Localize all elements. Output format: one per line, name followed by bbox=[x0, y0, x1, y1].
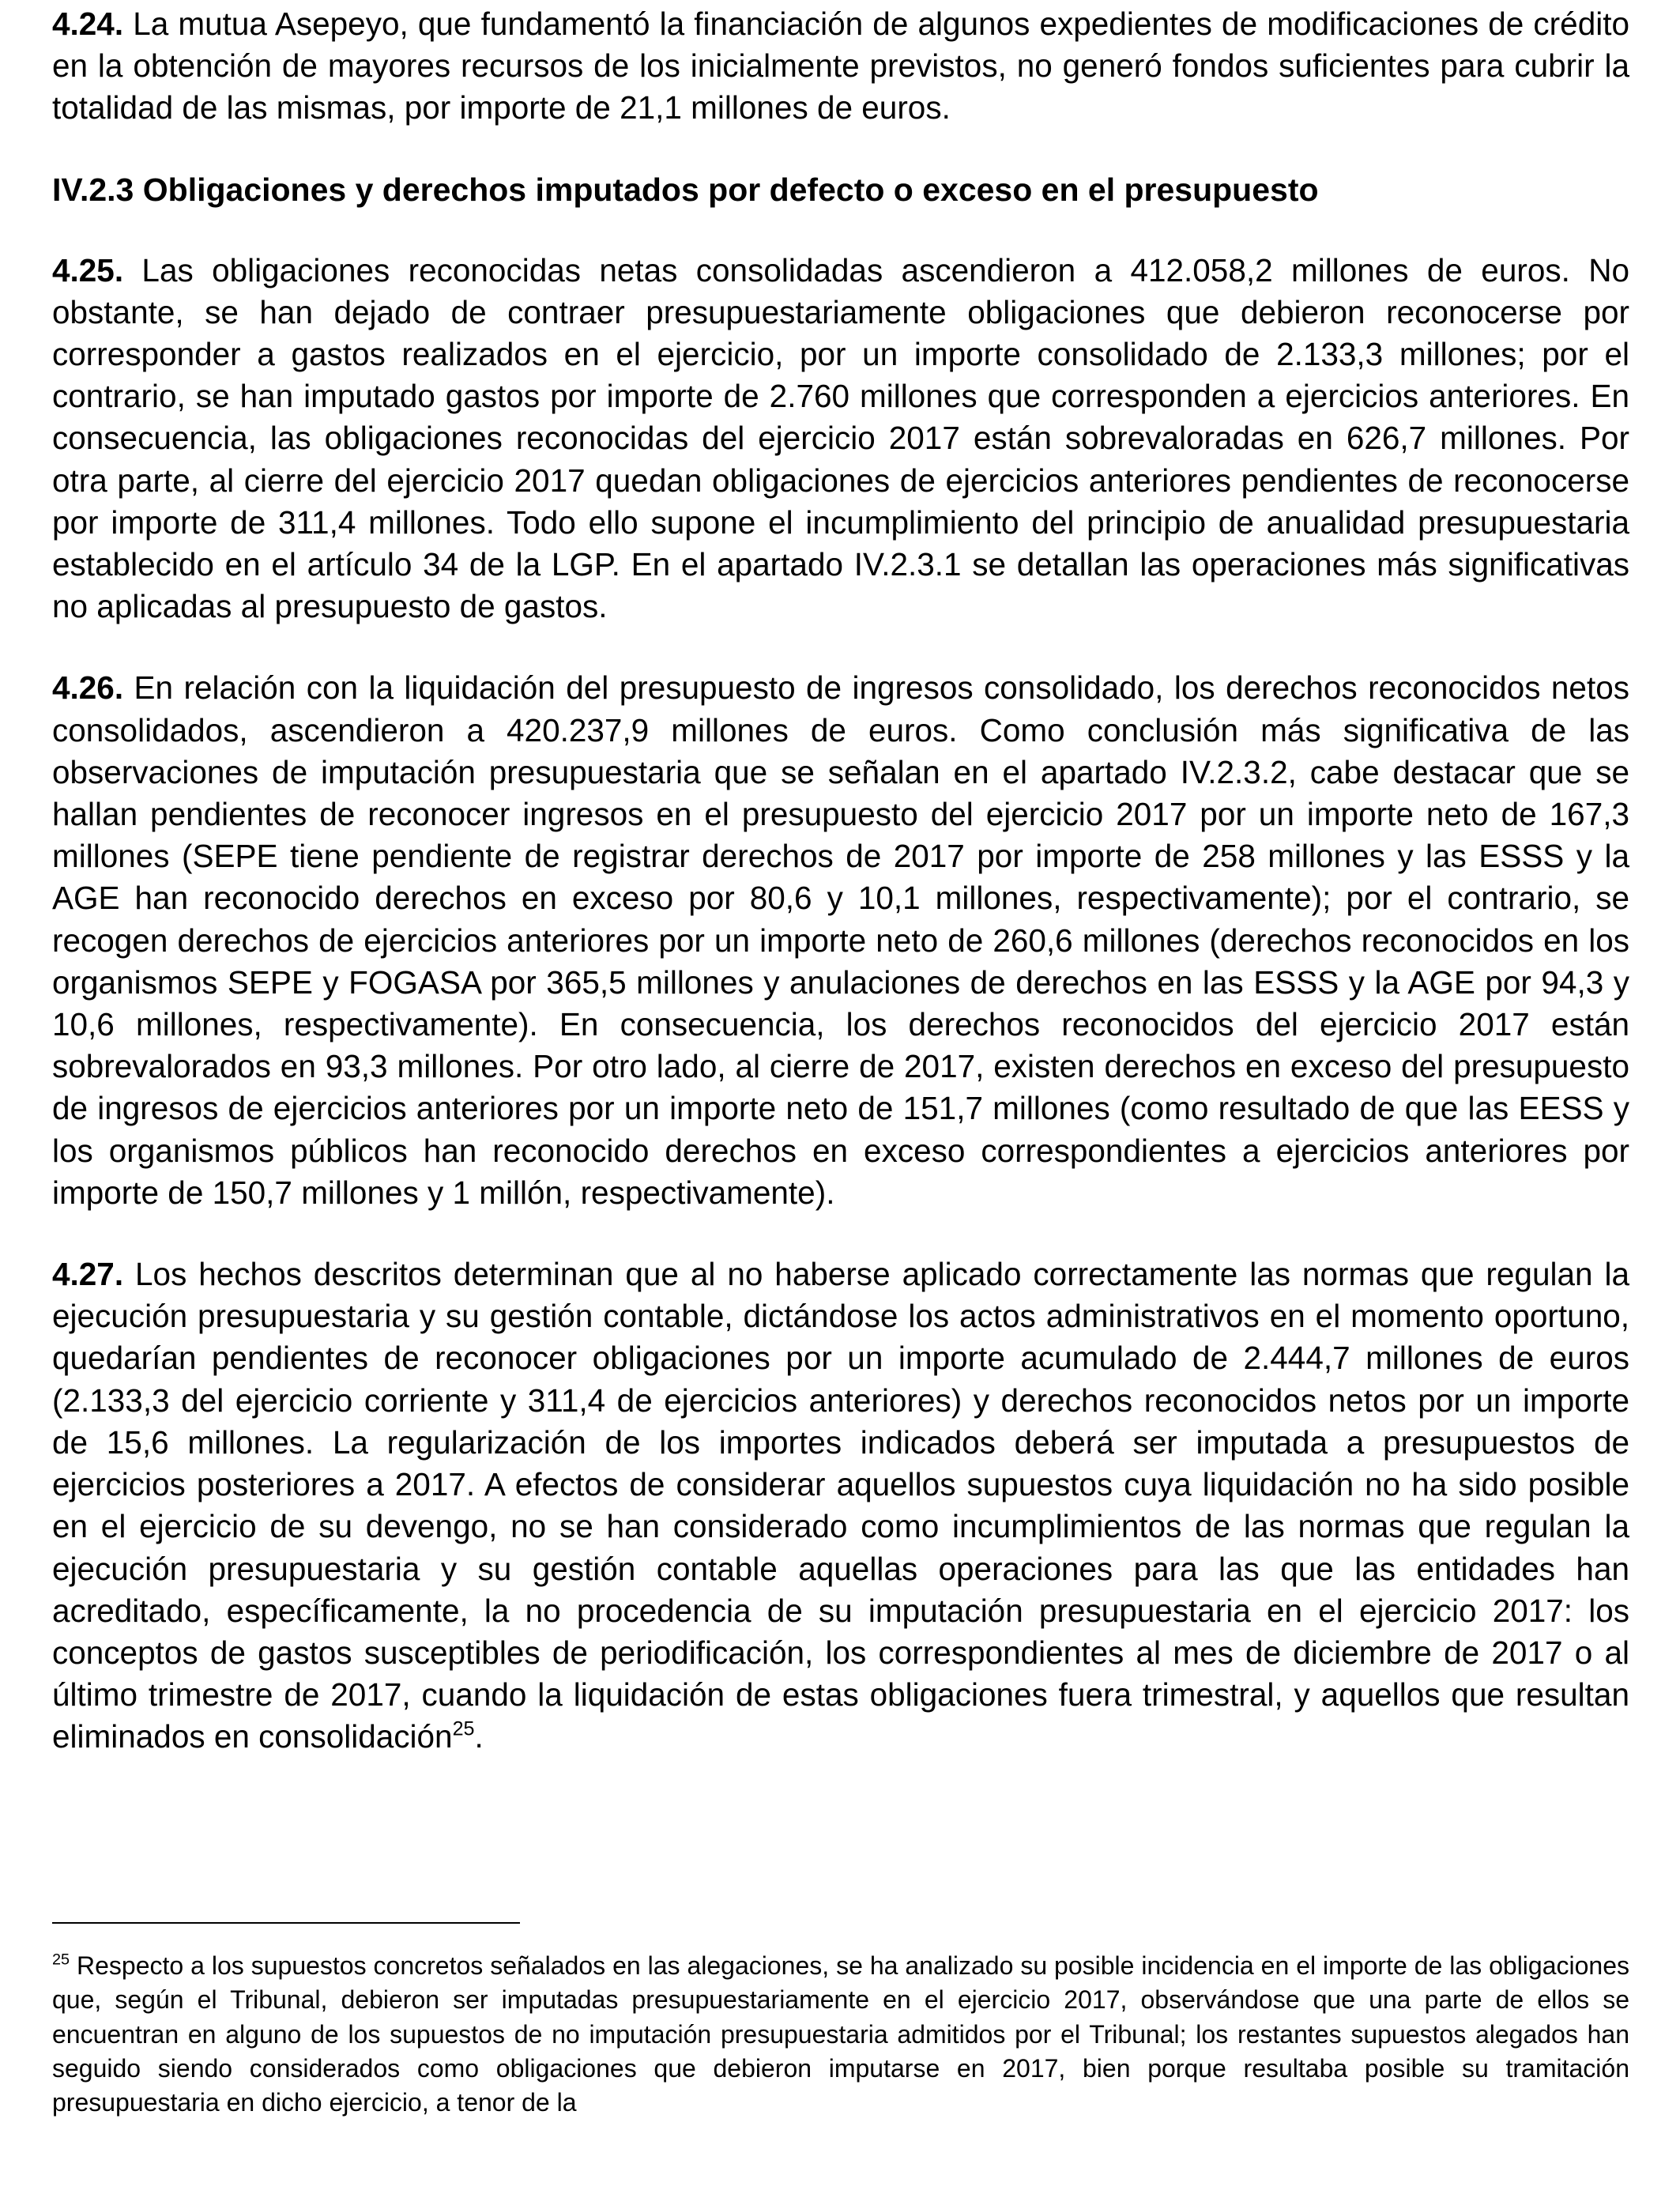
paragraph-number: 4.24. bbox=[52, 6, 124, 42]
paragraph-text: En relación con la liquidación del presupuesto de ingresos consolidado, los derechos reconocidos netos consolidados, ascendieron a 420.237,9 millones de euros. Como conclusión más significativa de las observaciones de imputación presupuestaria que se señalan en el apartado IV.2.3.2, cabe destacar que se hallan pendientes de reconocer ingresos en el presupuesto del ejercicio 2017 por un importe neto de 167,3 millones (SEPE tiene pendiente de registrar derechos de 2017 por importe de 258 millones y las ESSS y la AGE han reconocido derechos en exceso por 80,6 y 10,1 millones, respectivamente); por el contrario, se recogen derechos de ejercicios anteriores por un importe neto de 260,6 millones (derechos reconocidos en los organismos SEPE y FOGASA por 365,5 millones y anulaciones de derechos en las ESSS y la AGE por 94,3 y 10,6 millones, respectivamente). En consecuencia, los derechos reconocidos del ejercicio 2017 están sobrevalorados en 93,3 millones. Por otro lado, al cierre de 2017, existen derechos en exceso del presupuesto de ingresos de ejercicios anteriores por un importe neto de 151,7 millones (como resultado de que las EESS y los organismos públicos han reconocido derechos en exceso correspondientes a ejercicios anteriores por importe de 150,7 millones y 1 millón, respectivamente). bbox=[52, 669, 1629, 1211]
paragraph-text: Los hechos descritos determinan que al no haberse aplicado correctamente las normas que regulan la ejecución presupuestaria y su gestión contable, dictándose los actos administrativos en el momento oportuno, quedarían pendientes de reconocer obligaciones por un importe acumulado de 2.444,7 millones de euros (2.133,3 del ejercicio corriente y 311,4 de ejercicios anteriores) y derechos reconocidos netos por un importe de 15,6 millones. La regularización de los importes indicados deberá ser imputada a presupuestos de ejercicios posteriores a 2017. A efectos de considerar aquellos supuestos cuya liquidación no ha sido posible en el ejercicio de su devengo, no se han considerado como incumplimientos de las normas que regulan la ejecución presupuestaria y su gestión contable aquellas operaciones para las que las entidades han acreditado, específicamente, la no procedencia de su imputación presupuestaria en el ejercicio 2017: los conceptos de gastos susceptibles de periodificación, los correspondientes al mes de diciembre de 2017 o al último trimestre de 2017, cuando la liquidación de estas obligaciones fuera trimestral, y aquellos que resultan eliminados en consolidación bbox=[52, 1256, 1629, 1755]
paragraph-number: 4.25. bbox=[52, 251, 124, 288]
paragraph-4-26 bbox=[52, 667, 1629, 1214]
paragraph-number: 4.27. bbox=[52, 1256, 124, 1293]
section-heading: IV.2.3 Obligaciones y derechos imputados por defecto o exceso en el presupuesto bbox=[52, 171, 1319, 208]
paragraph-number: 4.26. bbox=[52, 669, 124, 707]
footnote-marker: 25 bbox=[52, 1951, 70, 1969]
paragraph-text: La mutua Asepeyo, que fundamentó la financiación de algunos expedientes de modificaciones de crédito en la obtención de mayores recursos de los inicialmente previstos, no generó fondos suficientes para cubrir la totalidad de las mismas, por importe de 21,1 millones de euros. bbox=[52, 6, 1629, 126]
footnote-text: Respecto a los supuestos concretos señalados en las alegaciones, se ha analizado su posible incidencia en el importe de las obligaciones que, según el Tribunal, debieron ser imputadas presupuestariamente en el ejercicio 2017, observándose que una parte de ellos se encuentran en alguno de los supuestos de no imputación presupuestaria admitidos por el Tribunal; los restantes supuestos alegados han seguido siendo considerados como obligaciones que debieron imputarse en 2017, bien porque resultaba posible su tramitación presupuestaria en dicho ejercicio, a tenor de la bbox=[52, 1951, 1629, 2117]
footnote-separator bbox=[52, 1922, 520, 1924]
footnote-25 bbox=[52, 1949, 1629, 2120]
paragraph-text: Las obligaciones reconocidas netas consolidadas ascendieron a 412.058,2 millones de euros. No obstante, se han dejado de contraer presupuestariamente obligaciones que debieron reconocerse por corresponder a gastos realizados en el ejercicio, por un importe consolidado de 2.133,3 millones; por el contrario, se han imputado gastos por importe de 2.760 millones que corresponden a ejercicios anteriores. En consecuencia, las obligaciones reconocidas del ejercicio 2017 están sobrevaloradas en 626,7 millones. Por otra parte, al cierre del ejercicio 2017 quedan obligaciones de ejercicios anteriores pendientes de reconocerse por importe de 311,4 millones. Todo ello supone el incumplimiento del principio de anualidad presupuestaria establecido en el artículo 34 de la LGP. En el apartado IV.2.3.1 se detallan las operaciones más significativas no aplicadas al presupuesto de gastos. bbox=[52, 251, 1629, 625]
paragraph-4-27 bbox=[52, 1253, 1629, 1758]
paragraph-4-24 bbox=[52, 3, 1629, 130]
document-body bbox=[52, 3, 1629, 1759]
paragraph-4-25 bbox=[52, 250, 1629, 628]
paragraph-tail: . bbox=[474, 1718, 484, 1755]
footnote-reference[interactable]: 25 bbox=[452, 1717, 475, 1740]
